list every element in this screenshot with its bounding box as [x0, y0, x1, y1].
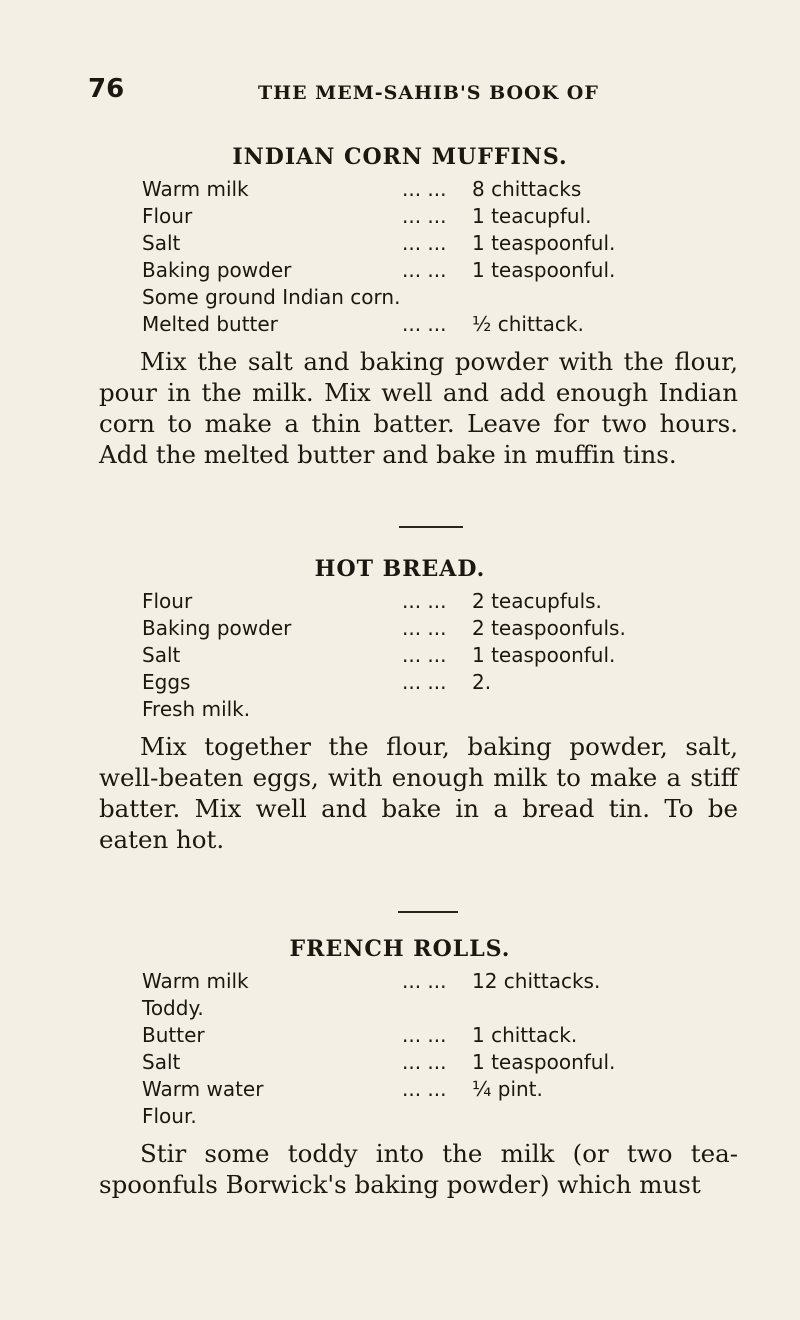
- ingredient-row: [142, 1049, 615, 1076]
- ingredient-qty: 2.: [472, 670, 492, 694]
- ingredient-name: Some ground Indian corn.: [142, 285, 401, 309]
- ingredient-qty: 1 teaspoonful.: [472, 231, 616, 255]
- ingredient-name: Flour: [142, 204, 193, 228]
- recipe-french-rolls: [0, 936, 800, 1200]
- leader-dots: ... ...: [402, 258, 447, 282]
- ingredient-qty: 2 teaspoonfuls.: [472, 616, 626, 640]
- section-divider: [399, 526, 463, 528]
- ingredient-qty: 8 chittacks: [472, 177, 582, 201]
- ingredient-name: Warm water: [142, 1077, 264, 1101]
- page-number: 76: [88, 74, 125, 104]
- ingredient-qty: 1 chittack.: [472, 1023, 578, 1047]
- ingredient-qty: ¼ pint.: [472, 1077, 543, 1101]
- leader-dots: ... ...: [402, 1023, 447, 1047]
- recipe-method: Mix the salt and baking powder with the flour, pour in the milk. Mix well and add enough Indian corn to make a thin batter. Leave for two hours. Add the melted butter and bake in muffin tins.: [99, 347, 738, 469]
- recipe-hot-bread: [0, 556, 800, 855]
- leader-dots: ... ...: [402, 589, 447, 613]
- ingredient-row: [142, 995, 615, 1022]
- leader-dots: ... ...: [402, 670, 447, 694]
- leader-dots: ... ...: [402, 1050, 447, 1074]
- ingredient-name: Melted butter: [142, 312, 278, 336]
- ingredient-qty: 1 teaspoonful.: [472, 258, 616, 282]
- ingredient-row: [142, 588, 626, 615]
- ingredient-name: Baking powder: [142, 258, 292, 282]
- ingredient-row: [142, 203, 615, 230]
- leader-dots: ... ...: [402, 643, 447, 667]
- ingredient-row: [142, 669, 626, 696]
- ingredient-list: [142, 588, 626, 723]
- ingredient-name: Butter: [142, 1023, 205, 1047]
- ingredient-name: Flour.: [142, 1104, 197, 1128]
- leader-dots: ... ...: [402, 616, 447, 640]
- running-head: THE MEM-SAHIB'S BOOK OF: [258, 82, 599, 104]
- ingredient-qty: 1 teacupful.: [472, 204, 592, 228]
- leader-dots: ... ...: [402, 312, 447, 336]
- ingredient-name: Salt: [142, 1050, 181, 1074]
- recipe-title: HOT BREAD.: [314, 556, 486, 582]
- ingredient-name: Toddy.: [142, 996, 204, 1020]
- ingredient-row: [142, 311, 615, 338]
- ingredient-row: [142, 1103, 615, 1130]
- ingredient-qty: 1 teaspoonful.: [472, 643, 616, 667]
- ingredient-row: [142, 1022, 615, 1049]
- recipe-indian-corn-muffins: [0, 144, 800, 470]
- ingredient-qty: 1 teaspoonful.: [472, 1050, 616, 1074]
- ingredient-qty: ½ chittack.: [472, 312, 584, 336]
- ingredient-row: [142, 615, 626, 642]
- ingredient-row: [142, 968, 615, 995]
- ingredient-list: [142, 968, 615, 1130]
- ingredient-row: [142, 176, 615, 203]
- ingredient-name: Salt: [142, 231, 181, 255]
- leader-dots: ... ...: [402, 969, 447, 993]
- ingredient-name: Warm milk: [142, 177, 249, 201]
- ingredient-name: Fresh milk.: [142, 697, 251, 721]
- ingredient-name: Warm milk: [142, 969, 249, 993]
- ingredient-row: [142, 1076, 615, 1103]
- ingredient-row: [142, 696, 626, 723]
- recipe-title: FRENCH ROLLS.: [289, 936, 511, 962]
- ingredient-name: Baking powder: [142, 616, 292, 640]
- ingredient-row: [142, 230, 615, 257]
- recipe-method: Stir some toddy into the milk (or two tea-spoonfuls Borwick's baking powder) which must: [99, 1139, 738, 1199]
- ingredient-name: Flour: [142, 589, 193, 613]
- recipe-method: Mix together the flour, baking powder, salt, well-beaten eggs, with enough milk to make a stiff batter. Mix well and bake in a bread tin. To be eaten hot.: [99, 732, 738, 854]
- ingredient-row: [142, 284, 615, 311]
- page-header: [0, 74, 800, 114]
- ingredient-row: [142, 642, 626, 669]
- leader-dots: ... ...: [402, 1077, 447, 1101]
- ingredient-name: Salt: [142, 643, 181, 667]
- leader-dots: ... ...: [402, 204, 447, 228]
- ingredient-name: Eggs: [142, 670, 191, 694]
- recipe-title: INDIAN CORN MUFFINS.: [232, 144, 568, 170]
- section-divider: [398, 911, 458, 913]
- leader-dots: ... ...: [402, 177, 447, 201]
- leader-dots: ... ...: [402, 231, 447, 255]
- ingredient-qty: 2 teacupfuls.: [472, 589, 602, 613]
- ingredient-qty: 12 chittacks.: [472, 969, 601, 993]
- ingredient-list: [142, 176, 615, 338]
- ingredient-row: [142, 257, 615, 284]
